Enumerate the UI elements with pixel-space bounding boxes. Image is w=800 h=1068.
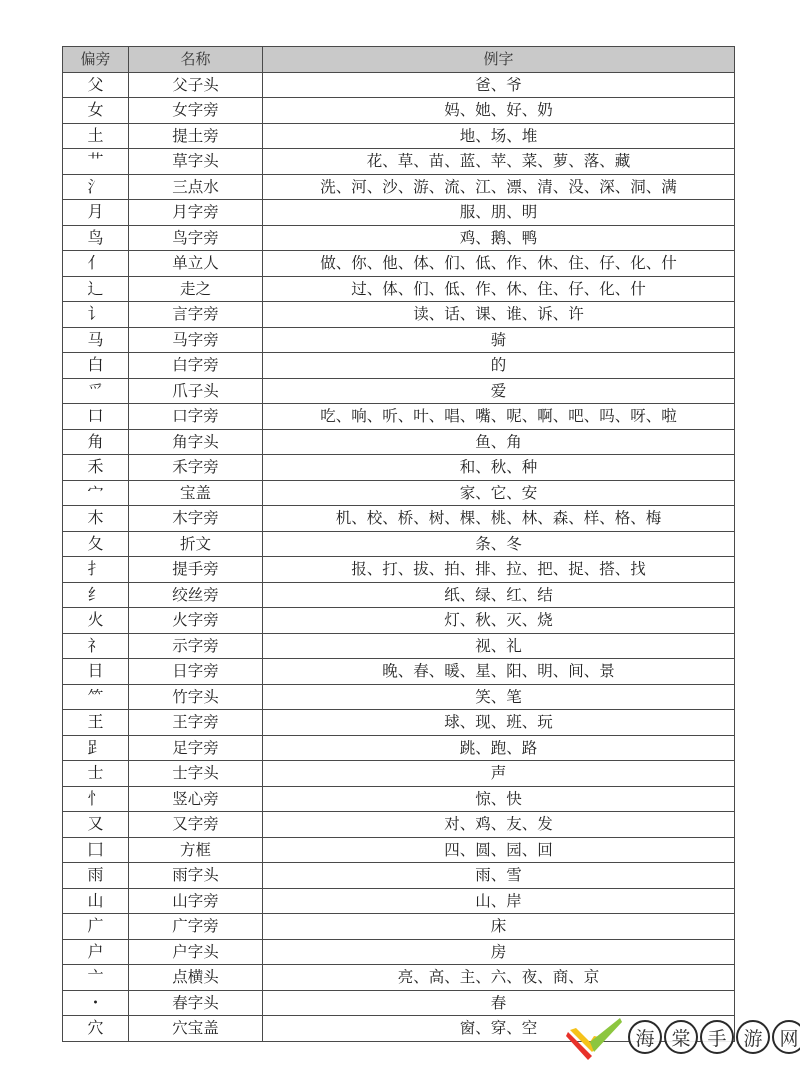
radical-name-cell: 穴宝盖 (129, 1016, 263, 1042)
radical-cell: 禾 (63, 455, 129, 481)
radical-cell: 父 (63, 72, 129, 98)
example-chars-cell: 花、草、苗、蓝、苹、菜、萝、落、藏 (263, 149, 735, 175)
radical-cell: 礻 (63, 633, 129, 659)
radical-name-cell: 提土旁 (129, 123, 263, 149)
table-row (63, 149, 735, 175)
example-chars-cell: 条、冬 (263, 531, 735, 557)
radical-name-cell: 火字旁 (129, 608, 263, 634)
table-row (63, 480, 735, 506)
radical-cell: 忄 (63, 786, 129, 812)
example-chars-cell: 纸、绿、红、结 (263, 582, 735, 608)
radical-cell: 士 (63, 761, 129, 787)
example-chars-cell: 和、秋、种 (263, 455, 735, 481)
example-chars-cell: 惊、快 (263, 786, 735, 812)
example-chars-cell: 的 (263, 353, 735, 379)
example-chars-cell: 笑、笔 (263, 684, 735, 710)
radical-cell: 亻 (63, 251, 129, 277)
radical-name-cell: 角字头 (129, 429, 263, 455)
radical-name-cell: 宝盖 (129, 480, 263, 506)
table-row (63, 965, 735, 991)
table-row (63, 761, 735, 787)
radical-name-cell: 足字旁 (129, 735, 263, 761)
radical-name-cell: 绞丝旁 (129, 582, 263, 608)
radical-name-cell: 马字旁 (129, 327, 263, 353)
example-chars-cell: 亮、高、主、六、夜、商、京 (263, 965, 735, 991)
table-row (63, 455, 735, 481)
radical-cell: 火 (63, 608, 129, 634)
radical-name-cell: 三点水 (129, 174, 263, 200)
table-row (63, 353, 735, 379)
table-row (63, 837, 735, 863)
example-chars-cell: 机、校、桥、树、棵、桃、林、森、样、格、梅 (263, 506, 735, 532)
table-row (63, 735, 735, 761)
table-row (63, 72, 735, 98)
example-chars-cell: 窗、穿、空 (263, 1016, 735, 1042)
radical-cell: 女 (63, 98, 129, 124)
table-row (63, 531, 735, 557)
radical-cell: 宀 (63, 480, 129, 506)
radical-cell: ⺮ (63, 684, 129, 710)
table-row (63, 812, 735, 838)
radical-name-cell: 户字头 (129, 939, 263, 965)
example-chars-cell: 球、现、班、玩 (263, 710, 735, 736)
radical-name-cell: 禾字旁 (129, 455, 263, 481)
radical-name-cell: 女字旁 (129, 98, 263, 124)
example-chars-cell: 爸、爷 (263, 72, 735, 98)
table-row (63, 633, 735, 659)
table-row (63, 429, 735, 455)
table-row (63, 302, 735, 328)
radical-name-cell: 雨字头 (129, 863, 263, 889)
example-chars-cell: 洗、河、沙、游、流、江、漂、清、没、深、洞、满 (263, 174, 735, 200)
radical-cell: 白 (63, 353, 129, 379)
table-row (63, 251, 735, 277)
table-row (63, 557, 735, 583)
example-chars-cell: 做、你、他、体、们、低、作、休、住、仔、化、什 (263, 251, 735, 277)
example-chars-cell: 房 (263, 939, 735, 965)
table-row (63, 608, 735, 634)
radical-name-cell: 单立人 (129, 251, 263, 277)
radical-table (62, 46, 735, 1042)
radical-cell: 月 (63, 200, 129, 226)
radical-name-cell: 示字旁 (129, 633, 263, 659)
radical-cell: 山 (63, 888, 129, 914)
radical-cell: 马 (63, 327, 129, 353)
watermark-char: 网 (772, 1020, 800, 1054)
example-chars-cell: 骑 (263, 327, 735, 353)
table-body (63, 72, 735, 1041)
radical-name-cell: 日字旁 (129, 659, 263, 685)
watermark-char: 手 (700, 1020, 734, 1054)
radical-cell: 广 (63, 914, 129, 940)
example-chars-cell: 吃、响、听、叶、唱、嘴、呢、啊、吧、吗、呀、啦 (263, 404, 735, 430)
example-chars-cell: 妈、她、好、奶 (263, 98, 735, 124)
radical-name-cell: 广字旁 (129, 914, 263, 940)
radical-cell: 艹 (63, 149, 129, 175)
table-row (63, 378, 735, 404)
radical-cell: 木 (63, 506, 129, 532)
example-chars-cell: 报、打、拔、拍、排、拉、把、捉、搭、找 (263, 557, 735, 583)
radical-name-cell: 又字旁 (129, 812, 263, 838)
example-chars-cell: 春 (263, 990, 735, 1016)
example-chars-cell: 声 (263, 761, 735, 787)
radical-name-cell: 山字旁 (129, 888, 263, 914)
radical-name-cell: 草字头 (129, 149, 263, 175)
example-chars-cell: 床 (263, 914, 735, 940)
table-row (63, 174, 735, 200)
header-radical: 偏旁 (63, 47, 129, 73)
table-row (63, 939, 735, 965)
radical-cell: 又 (63, 812, 129, 838)
example-chars-cell: 地、场、堆 (263, 123, 735, 149)
radical-cell: 王 (63, 710, 129, 736)
example-chars-cell: 雨、雪 (263, 863, 735, 889)
table-row (63, 327, 735, 353)
table-row (63, 914, 735, 940)
radical-cell: 鸟 (63, 225, 129, 251)
example-chars-cell: 服、朋、明 (263, 200, 735, 226)
radical-cell: 讠 (63, 302, 129, 328)
table-row (63, 225, 735, 251)
radical-name-cell: 父子头 (129, 72, 263, 98)
radical-cell: 纟 (63, 582, 129, 608)
radical-name-cell: 白字旁 (129, 353, 263, 379)
radical-name-cell: 口字旁 (129, 404, 263, 430)
example-chars-cell: 视、礼 (263, 633, 735, 659)
radical-cell: 氵 (63, 174, 129, 200)
radical-cell: 角 (63, 429, 129, 455)
radical-cell: 辶 (63, 276, 129, 302)
radical-cell: 囗 (63, 837, 129, 863)
table-row (63, 888, 735, 914)
example-chars-cell: 鱼、角 (263, 429, 735, 455)
watermark-text (628, 1020, 800, 1054)
table-row (63, 98, 735, 124)
table-row (63, 506, 735, 532)
example-chars-cell: 家、它、安 (263, 480, 735, 506)
table-row (63, 684, 735, 710)
table-row (63, 123, 735, 149)
radical-cell: 穴 (63, 1016, 129, 1042)
radical-name-cell: 言字旁 (129, 302, 263, 328)
example-chars-cell: 四、圆、园、回 (263, 837, 735, 863)
radical-name-cell: 走之 (129, 276, 263, 302)
radical-name-cell: 爪子头 (129, 378, 263, 404)
radical-name-cell: 月字旁 (129, 200, 263, 226)
table-row (63, 863, 735, 889)
example-chars-cell: 爱 (263, 378, 735, 404)
table-row (63, 276, 735, 302)
radical-cell: 夂 (63, 531, 129, 557)
radical-name-cell: 点横头 (129, 965, 263, 991)
radical-name-cell: 竖心旁 (129, 786, 263, 812)
radical-name-cell: 鸟字旁 (129, 225, 263, 251)
example-chars-cell: 对、鸡、友、发 (263, 812, 735, 838)
radical-name-cell: 竹字头 (129, 684, 263, 710)
table-row (63, 582, 735, 608)
radical-name-cell: 春字头 (129, 990, 263, 1016)
radical-name-cell: 士字头 (129, 761, 263, 787)
radical-cell: 𧾷 (63, 735, 129, 761)
example-chars-cell: 跳、跑、路 (263, 735, 735, 761)
example-chars-cell: 山、岸 (263, 888, 735, 914)
example-chars-cell: 鸡、鹅、鸭 (263, 225, 735, 251)
example-chars-cell: 灯、秋、灭、烧 (263, 608, 735, 634)
radical-cell: 亠 (63, 965, 129, 991)
radical-cell: 土 (63, 123, 129, 149)
radical-name-cell: 方框 (129, 837, 263, 863)
radical-name-cell: 折文 (129, 531, 263, 557)
watermark-char: 棠 (664, 1020, 698, 1054)
table-row (63, 710, 735, 736)
checkmark-logo-icon (566, 1016, 622, 1060)
radical-cell: 日 (63, 659, 129, 685)
table-row (63, 659, 735, 685)
table-row (63, 200, 735, 226)
table-row (63, 786, 735, 812)
site-watermark (560, 1008, 800, 1068)
radical-name-cell: 木字旁 (129, 506, 263, 532)
radical-cell: 扌 (63, 557, 129, 583)
header-name: 名称 (129, 47, 263, 73)
table-header (63, 47, 735, 73)
radical-cell: 户 (63, 939, 129, 965)
radical-cell: 爫 (63, 378, 129, 404)
radical-cell: ・ (63, 990, 129, 1016)
radical-cell: 雨 (63, 863, 129, 889)
example-chars-cell: 过、体、们、低、作、休、住、仔、化、什 (263, 276, 735, 302)
radical-name-cell: 提手旁 (129, 557, 263, 583)
radical-table-container (62, 46, 734, 1042)
watermark-char: 游 (736, 1020, 770, 1054)
radical-name-cell: 王字旁 (129, 710, 263, 736)
example-chars-cell: 晚、春、暖、星、阳、明、间、景 (263, 659, 735, 685)
header-row (63, 47, 735, 73)
example-chars-cell: 读、话、课、谁、诉、许 (263, 302, 735, 328)
watermark-char: 海 (628, 1020, 662, 1054)
table-row (63, 404, 735, 430)
header-examples: 例字 (263, 47, 735, 73)
radical-cell: 口 (63, 404, 129, 430)
